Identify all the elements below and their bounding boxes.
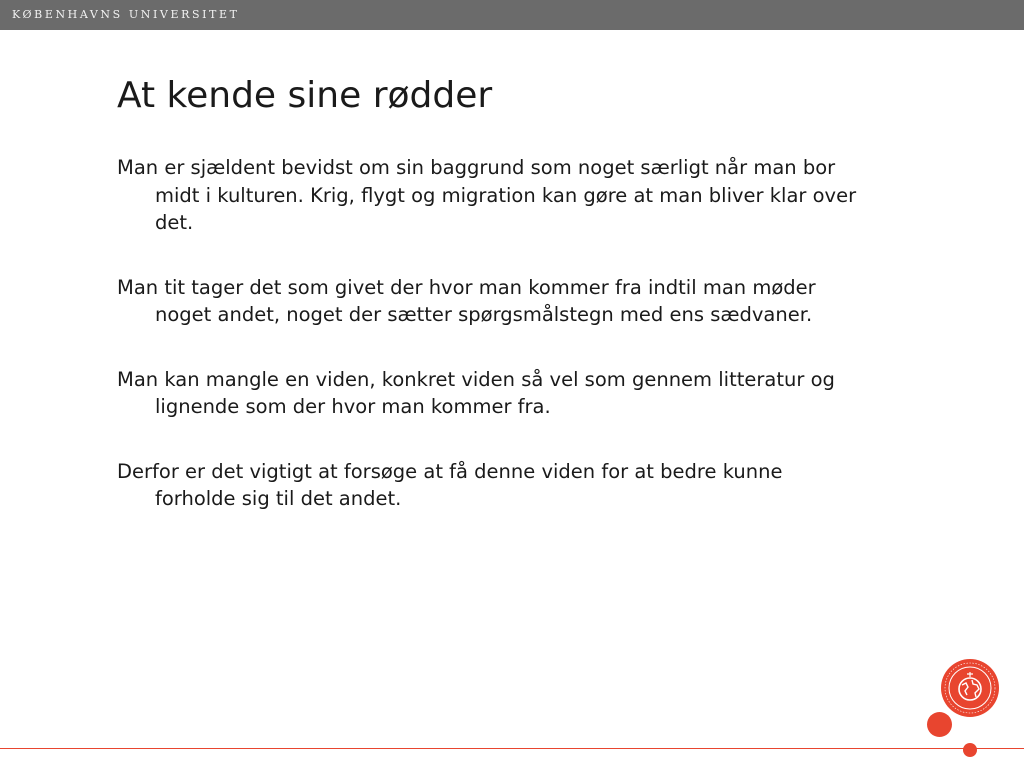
university-seal-icon <box>940 658 1000 718</box>
red-dot-decoration <box>963 743 977 757</box>
slide-title: At kende sine rødder <box>117 75 493 116</box>
footer-rule <box>0 748 1024 749</box>
bullet-item: Derfor er det vigtigt at forsøge at få denne viden for at bedre kunne forholde sig til det andet. <box>117 459 783 510</box>
header-bar <box>0 0 1024 30</box>
institution-name: KØBENHAVNS UNIVERSITET <box>12 8 240 21</box>
bullet-list <box>117 154 857 550</box>
red-dot-decoration <box>927 712 952 737</box>
bullet-item: Man tit tager det som givet der hvor man kommer fra indtil man møder noget andet, noget der sætter spørgsmålstegn med ens sædvaner. <box>117 275 816 326</box>
bullet-item: Man er sjældent bevidst om sin baggrund som noget særligt når man bor midt i kulturen. Krig, flygt og migration kan gøre at man bliver klar over det. <box>117 156 857 234</box>
bullet-item: Man kan mangle en viden, konkret viden så vel som gennem litteratur og lignende som der hvor man kommer fra. <box>117 367 835 418</box>
